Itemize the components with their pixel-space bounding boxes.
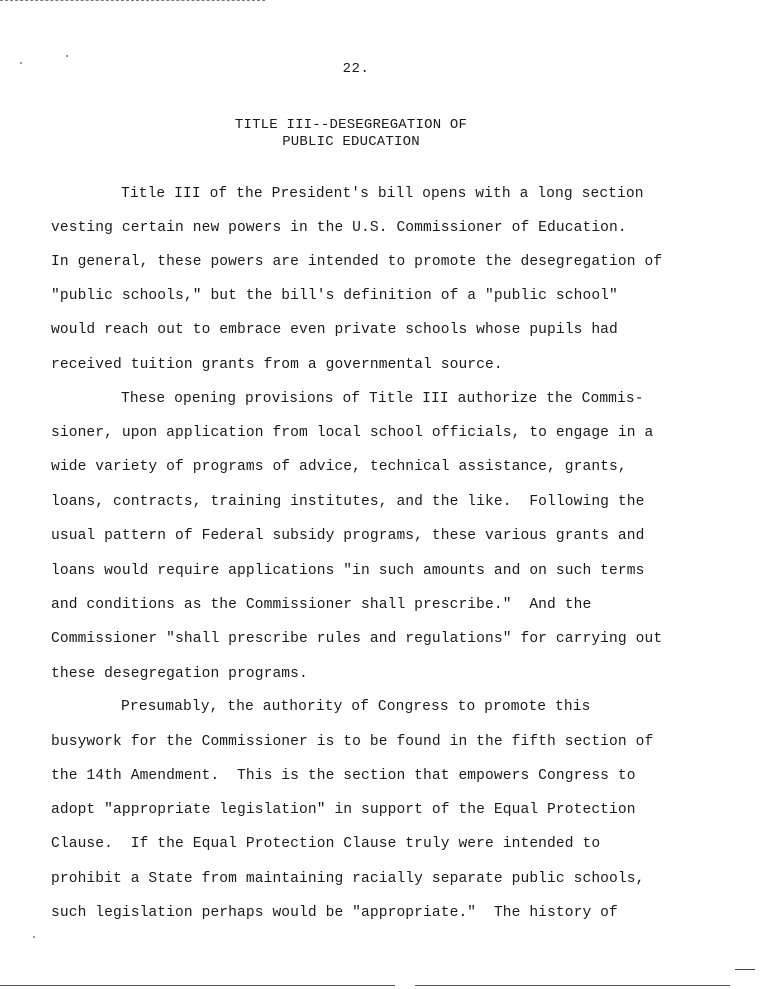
body-line: loans, contracts, training institutes, and the like. Following the: [51, 494, 645, 510]
body-line: sioner, upon application from local school officials, to engage in a: [51, 425, 654, 441]
top-dashed-edge: [0, 0, 265, 1]
body-line: In general, these powers are intended to promote the desegregation of: [51, 254, 663, 270]
scan-speck: [66, 55, 68, 57]
body-line: prohibit a State from maintaining racially separate public schools,: [51, 871, 645, 887]
body-line: usual pattern of Federal subsidy programs, these various grants and: [51, 528, 645, 544]
section-title-line-1: TITLE III--DESEGREGATION OF: [234, 117, 468, 133]
body-line: adopt "appropriate legislation" in support of the Equal Protection: [51, 802, 636, 818]
section-title-line-2: PUBLIC EDUCATION: [282, 134, 420, 150]
bottom-rule: [0, 985, 395, 986]
page-number: 22.: [342, 61, 370, 77]
body-line: These opening provisions of Title III authorize the Commis-: [121, 391, 644, 407]
body-line: Title III of the President's bill opens with a long section: [121, 186, 644, 202]
body-line: received tuition grants from a governmental source.: [51, 357, 503, 373]
body-line: would reach out to embrace even private schools whose pupils had: [51, 322, 618, 338]
body-line: "public schools," but the bill's definition of a "public school": [51, 288, 618, 304]
body-line: Clause. If the Equal Protection Clause truly were intended to: [51, 836, 601, 852]
body-line: and conditions as the Commissioner shall prescribe." And the: [51, 597, 592, 613]
body-line: the 14th Amendment. This is the section that empowers Congress to: [51, 768, 636, 784]
body-line: vesting certain new powers in the U.S. Commissioner of Education.: [51, 220, 627, 236]
scan-speck: [33, 936, 35, 938]
bottom-rule: [415, 985, 730, 986]
body-line: Commissioner "shall prescribe rules and regulations" for carrying out: [51, 631, 663, 647]
body-line: Presumably, the authority of Congress to promote this: [121, 699, 591, 715]
body-line: loans would require applications "in such amounts and on such terms: [51, 563, 645, 579]
margin-rule: [735, 969, 755, 970]
body-line: such legislation perhaps would be "appropriate." The history of: [51, 905, 618, 921]
body-line: wide variety of programs of advice, technical assistance, grants,: [51, 459, 627, 475]
body-line: busywork for the Commissioner is to be found in the fifth section of: [51, 734, 654, 750]
body-line: these desegregation programs.: [51, 666, 308, 682]
